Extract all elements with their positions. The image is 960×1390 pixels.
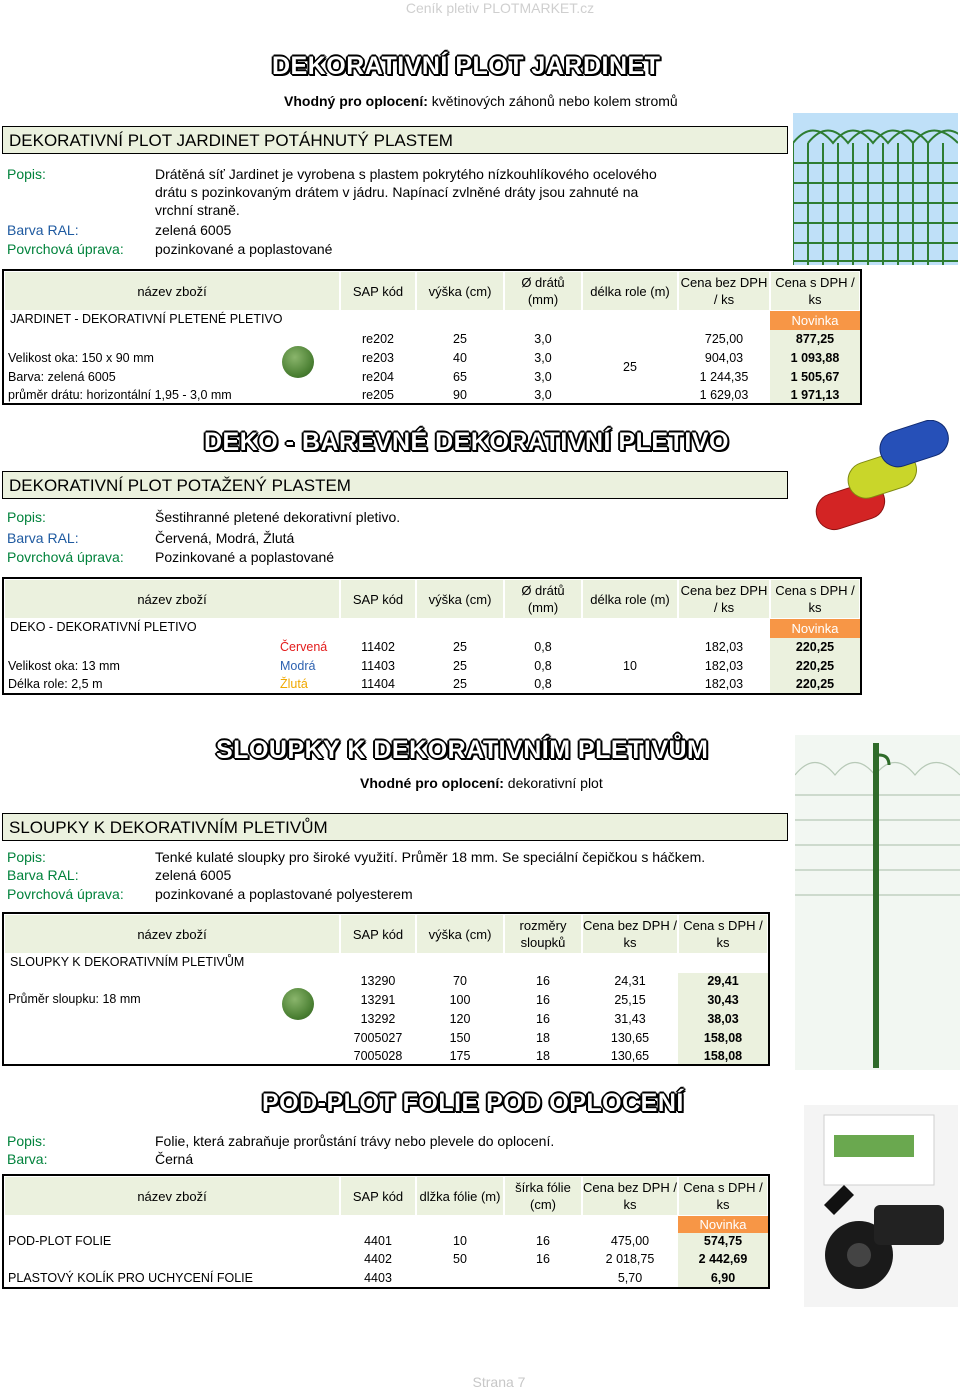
sirka: 16 <box>536 1252 550 1266</box>
cena-s: 29,41 <box>707 974 739 988</box>
cena-s: 158,08 <box>703 1049 743 1063</box>
group-row: JARDINET - DEKORATIVNÍ PLETENÉ PLETIVO <box>10 312 283 326</box>
barva-label: Barva RAL: <box>7 867 79 883</box>
rozmery: 16 <box>536 974 550 988</box>
cena-s: 220,25 <box>795 640 835 654</box>
drat: 3,0 <box>534 332 552 346</box>
sap: 4402 <box>364 1252 392 1266</box>
cena-bez: 31,43 <box>614 1012 646 1026</box>
cena-s: 30,43 <box>707 993 739 1007</box>
cena-bez: 725,00 <box>704 332 744 346</box>
col-nazev: název zboží <box>4 579 340 619</box>
popis-value: Tenké kulaté sloupky pro široké využití. Průměr 18 mm. Se speciální čepičkou s háčkem. <box>155 849 706 865</box>
deko-rolls-image <box>790 420 958 550</box>
jardinet-table <box>2 269 862 405</box>
cena-bez: 2 018,75 <box>605 1252 655 1266</box>
sap: 13292 <box>360 1012 396 1026</box>
delka: 10 <box>453 1234 467 1248</box>
barva-value: Černá <box>155 1151 194 1167</box>
cena-bez: 5,70 <box>617 1271 643 1285</box>
cena-s: 220,25 <box>795 677 835 691</box>
folie-table <box>2 1174 770 1289</box>
section-title-jardinet: DEKORATIVNÍ PLOT JARDINET <box>272 52 661 80</box>
color-name: Červená <box>280 640 328 654</box>
vyska: 175 <box>449 1049 471 1063</box>
vyska: 65 <box>453 370 467 384</box>
popis-value: Folie, která zabraňuje prorůstání trávy nebo plevele do oplocení. <box>155 1133 555 1149</box>
col-nazev: název zboží <box>4 1176 340 1216</box>
post-image <box>795 735 960 1070</box>
product-name: PLASTOVÝ KOLÍK PRO UCHYCENÍ FOLIE <box>8 1271 253 1285</box>
col-cena-s: Cena s DPH / ks <box>678 914 768 954</box>
col-sap: SAP kód <box>340 1176 416 1216</box>
subtitle-value: dekorativní plot <box>507 775 603 791</box>
barva-value: Červená, Modrá, Žlutá <box>155 530 295 546</box>
note-prumer: Průměr sloupku: 18 mm <box>8 992 141 1006</box>
cena-bez: 1 244,35 <box>699 370 749 384</box>
col-cena-bez: Cena bez DPH / ks <box>678 579 770 619</box>
cena-s: 38,03 <box>707 1012 739 1026</box>
col-delka: délka role (m) <box>582 271 678 311</box>
col-nazev: název zboží <box>4 914 340 954</box>
povrch-label: Povrchová úprava: <box>7 241 124 257</box>
barva-value: zelená 6005 <box>155 867 232 883</box>
sap: re204 <box>362 370 394 384</box>
popis-label: Popis: <box>7 509 46 525</box>
povrch-value: Pozinkované a poplastované <box>155 549 335 565</box>
sap: 13291 <box>360 993 396 1007</box>
col-sirka-folie: šírka fólie (cm) <box>504 1176 582 1216</box>
delka-value: 10 <box>623 659 637 673</box>
folie-product-image <box>804 1105 958 1307</box>
cena-bez: 130,65 <box>610 1031 650 1045</box>
vyska: 90 <box>453 388 467 402</box>
sirka: 16 <box>536 1234 550 1248</box>
color-name: Modrá <box>280 659 316 673</box>
cena-bez: 182,03 <box>704 659 744 673</box>
cena-bez: 24,31 <box>614 974 646 988</box>
cena-bez: 475,00 <box>610 1234 650 1248</box>
cena-bez: 182,03 <box>704 640 744 654</box>
vyska: 40 <box>453 351 467 365</box>
col-cena-bez: Cena bez DPH / ks <box>582 914 678 954</box>
popis-label: Popis: <box>7 849 46 865</box>
barva-label: Barva RAL: <box>7 530 79 546</box>
section-bar: SLOUPKY K DEKORATIVNÍM PLETIVŮM <box>2 813 788 841</box>
cena-s: 2 442,69 <box>698 1252 748 1266</box>
product-name: POD-PLOT FOLIE <box>8 1234 112 1248</box>
povrch-label: Povrchová úprava: <box>7 549 124 565</box>
col-delka: délka role (m) <box>582 579 678 619</box>
group-row: SLOUPKY K DEKORATIVNÍM PLETIVŮM <box>10 955 245 969</box>
cena-s: 1 093,88 <box>790 351 840 365</box>
col-sap: SAP kód <box>340 914 416 954</box>
barva-label: Barva: <box>7 1151 48 1167</box>
cena-s: 877,25 <box>795 332 835 346</box>
popis-label: Popis: <box>7 166 46 182</box>
vyska: 25 <box>453 659 467 673</box>
novinka-badge: Novinka <box>770 311 860 330</box>
col-cena-bez: Cena bez DPH / ks <box>678 271 770 311</box>
section-bar: DEKORATIVNÍ PLOT JARDINET POTÁHNUTÝ PLASTEM <box>2 126 788 154</box>
col-drat: Ø drátů (mm) <box>504 579 582 619</box>
delka-value: 25 <box>623 360 637 374</box>
color-swatch <box>282 988 314 1020</box>
note-prumer: průměr drátu: horizontální 1,95 - 3,0 mm <box>8 388 232 402</box>
delka: 50 <box>453 1252 467 1266</box>
page-footer: Strana 7 <box>472 1374 526 1390</box>
cena-s: 574,75 <box>703 1234 743 1248</box>
novinka-badge: Novinka <box>770 619 860 638</box>
vyska: 150 <box>449 1031 471 1045</box>
drat: 0,8 <box>534 659 552 673</box>
group-row: DEKO - DEKORATIVNÍ PLETIVO <box>10 620 197 634</box>
note-delka: Délka role: 2,5 m <box>8 677 103 691</box>
cena-bez: 25,15 <box>614 993 646 1007</box>
povrch-label: Povrchová úprava: <box>7 886 124 902</box>
sap: 11402 <box>361 640 395 654</box>
vyska: 100 <box>449 993 471 1007</box>
povrch-value: pozinkované a poplastované <box>155 241 333 257</box>
subtitle-label: Vhodné pro oplocení: <box>360 775 504 791</box>
sap: re202 <box>362 332 394 346</box>
note-barva: Barva: zelená 6005 <box>8 370 116 384</box>
section-subtitle <box>284 93 678 109</box>
col-cena-s: Cena s DPH / ks <box>770 271 860 311</box>
col-drat: Ø drátů (mm) <box>504 271 582 311</box>
section-bar: DEKORATIVNÍ PLOT POTAŽENÝ PLASTEM <box>2 471 788 499</box>
col-vyska: výška (cm) <box>416 914 504 954</box>
vyska: 25 <box>453 677 467 691</box>
section-title-sloupky: SLOUPKY K DEKORATIVNÍM PLETIVŮM <box>216 736 709 764</box>
note-oko: Velikost oka: 13 mm <box>8 659 120 673</box>
section-title-podplot: POD-PLOT FOLIE POD OPLOCENÍ <box>262 1089 684 1117</box>
deko-table <box>2 577 862 695</box>
sap: re205 <box>362 388 394 402</box>
col-cena-s: Cena s DPH / ks <box>770 579 860 619</box>
drat: 3,0 <box>534 370 552 384</box>
vyska: 120 <box>449 1012 471 1026</box>
sap: 4401 <box>364 1234 392 1248</box>
page-header: Ceník pletiv PLOTMARKET.cz <box>405 0 595 16</box>
cena-s: 158,08 <box>703 1031 743 1045</box>
sap: 11403 <box>361 659 395 673</box>
sap: 4403 <box>364 1271 392 1285</box>
col-sap: SAP kód <box>340 579 416 619</box>
drat: 3,0 <box>534 388 552 402</box>
drat: 3,0 <box>534 351 552 365</box>
drat: 0,8 <box>534 677 552 691</box>
col-delka-folie: dlžka fólie (m) <box>416 1176 504 1216</box>
section-subtitle <box>360 775 603 791</box>
povrch-value: pozinkované a poplastované polyesterem <box>155 886 413 902</box>
cena-bez: 1 629,03 <box>699 388 749 402</box>
vyska: 25 <box>453 640 467 654</box>
col-cena-bez: Cena bez DPH / ks <box>582 1176 678 1216</box>
drat: 0,8 <box>534 640 552 654</box>
jardinet-fence-image <box>793 113 958 265</box>
sap: 7005027 <box>353 1031 403 1045</box>
note-oko: Velikost oka: 150 x 90 mm <box>8 351 154 365</box>
subtitle-value: květinových záhonů nebo kolem stromů <box>431 93 678 109</box>
rozmery: 16 <box>536 993 550 1007</box>
col-rozmery: rozměry sloupků <box>504 914 582 954</box>
col-cena-s: Cena s DPH / ks <box>678 1176 768 1216</box>
color-name: Žlutá <box>280 677 308 691</box>
novinka-badge: Novinka <box>678 1216 768 1233</box>
col-nazev: název zboží <box>4 271 340 311</box>
cena-s: 6,90 <box>710 1271 736 1285</box>
rozmery: 18 <box>536 1049 550 1063</box>
cena-s: 1 971,13 <box>790 388 840 402</box>
cena-bez: 130,65 <box>610 1049 650 1063</box>
color-swatch <box>282 346 314 378</box>
section-title-deko: DEKO - BAREVNÉ DEKORATIVNÍ PLETIVO <box>204 428 729 456</box>
sap: 11404 <box>361 677 395 691</box>
cena-bez: 182,03 <box>704 677 744 691</box>
sap: 13290 <box>360 974 396 988</box>
popis-value: Drátěná síť Jardinet je vyrobena s plastem pokrytého nízkouhlíkového ocelového drátu s pozinkovaným drátem v jádru. Napínací zvlněné dráty jsou zahnuté na vrchní straně. <box>155 166 657 218</box>
rozmery: 18 <box>536 1031 550 1045</box>
popis-value: Šestihranné pletené dekorativní pletivo. <box>155 509 401 525</box>
rozmery: 16 <box>536 1012 550 1026</box>
subtitle-label: Vhodný pro oplocení: <box>284 93 428 109</box>
popis-label: Popis: <box>7 1133 46 1149</box>
vyska: 70 <box>453 974 467 988</box>
cena-s: 1 505,67 <box>790 370 840 384</box>
cena-bez: 904,03 <box>704 351 744 365</box>
sap: re203 <box>362 351 394 365</box>
sloupky-table <box>2 912 770 1066</box>
cena-s: 220,25 <box>795 659 835 673</box>
col-vyska: výška (cm) <box>416 579 504 619</box>
barva-label: Barva RAL: <box>7 222 79 238</box>
sap: 7005028 <box>353 1049 403 1063</box>
barva-value: zelená 6005 <box>155 222 232 238</box>
vyska: 25 <box>453 332 467 346</box>
col-sap: SAP kód <box>340 271 416 311</box>
col-vyska: výška (cm) <box>416 271 504 311</box>
